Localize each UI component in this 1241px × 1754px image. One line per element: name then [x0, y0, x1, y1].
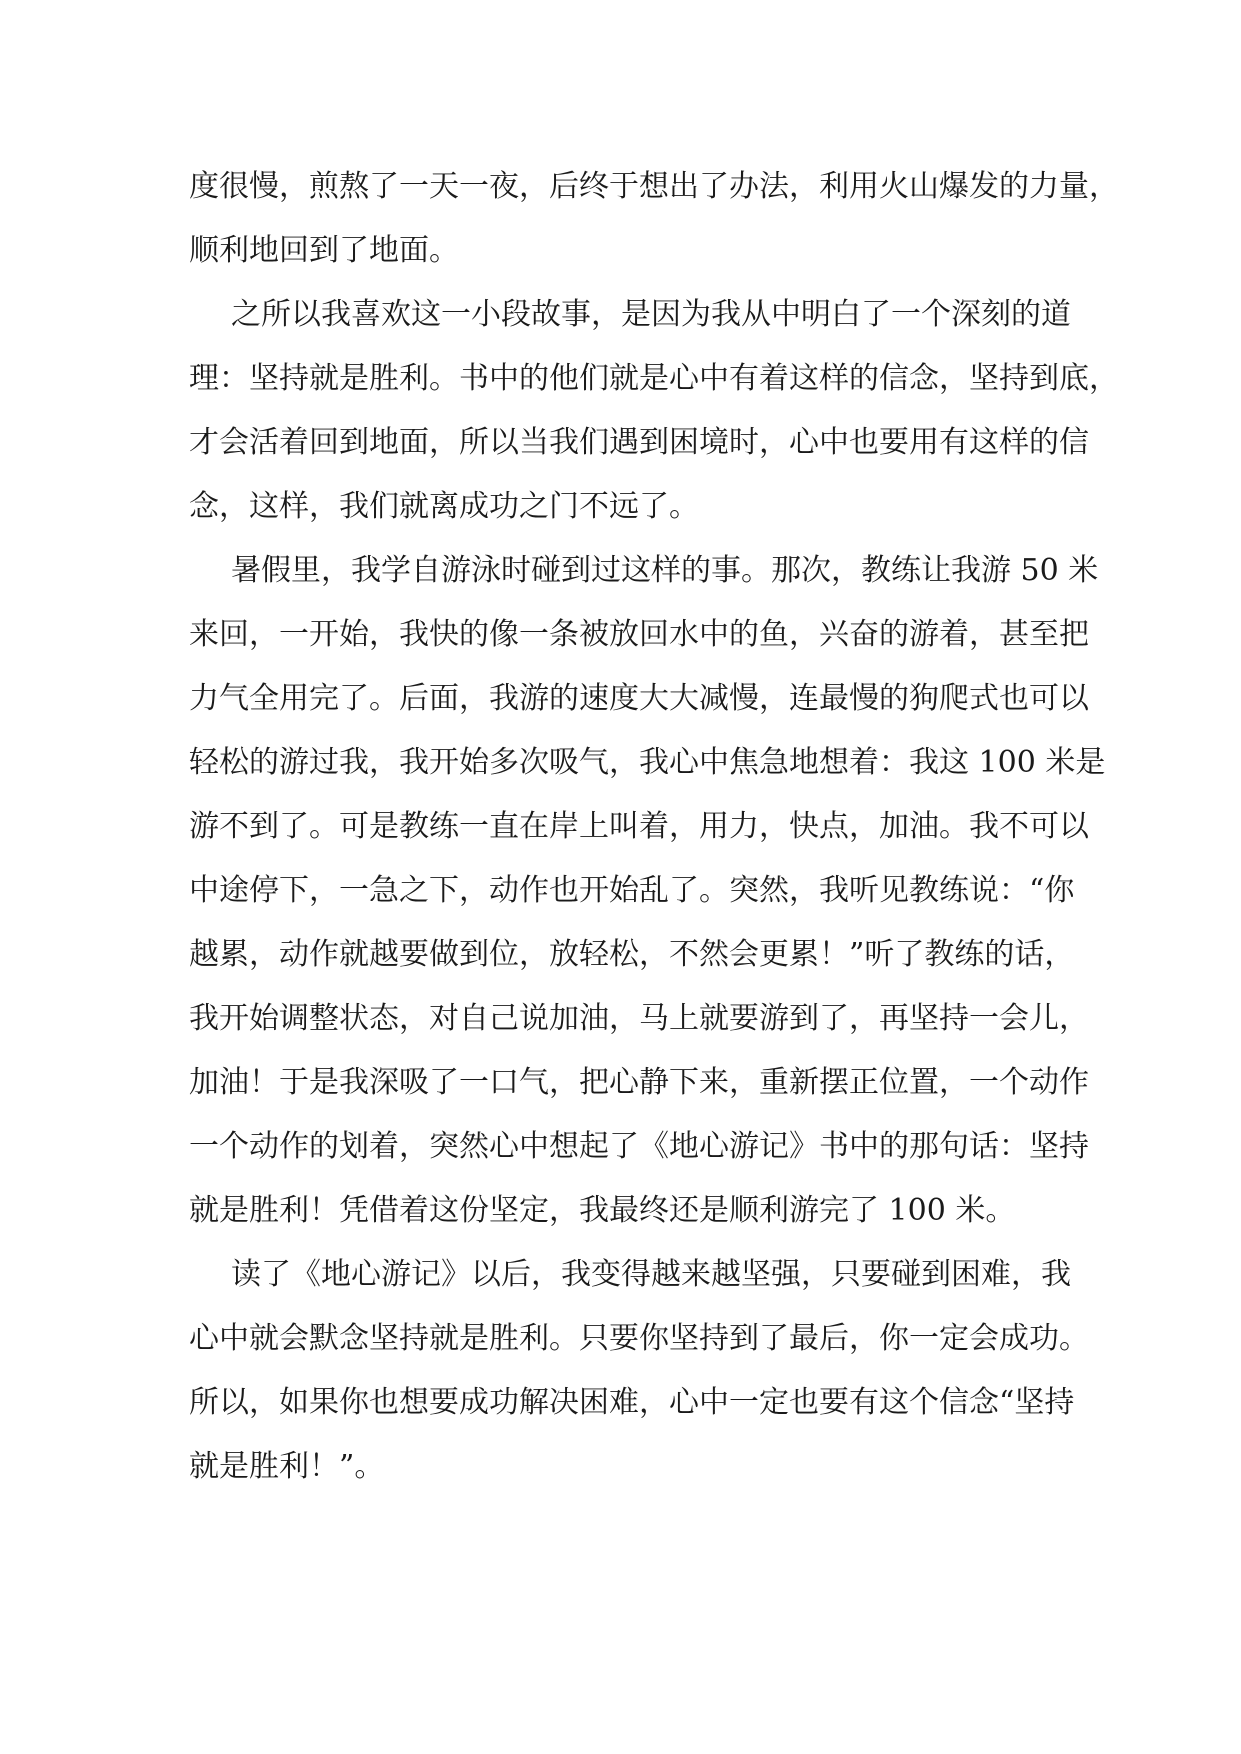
essay-body — [189, 155, 1119, 1499]
paragraph-4 — [189, 1243, 1089, 1499]
text-line: 才会活着回到地面，所以当我们遇到困境时，心中也要用有这样的信 — [189, 425, 1089, 460]
text-line: 中途停下，一急之下，动作也开始乱了。突然，我听见教练说：“你 — [189, 873, 1075, 908]
text-line: 之所以我喜欢这一小段故事，是因为我从中明白了一个深刻的道 — [231, 297, 1071, 332]
text-line: 念，这样，我们就离成功之门不远了。 — [189, 489, 699, 524]
text-line: 来回，一开始，我快的像一条被放回水中的鱼，兴奋的游着，甚至把 — [189, 617, 1089, 652]
paragraph-3 — [189, 539, 1106, 1243]
text-line: 一个动作的划着，突然心中想起了《地心游记》书中的那句话：坚持 — [189, 1129, 1089, 1164]
text-line: 度很慢，煎熬了一天一夜，后终于想出了办法，利用火山爆发的力量， — [189, 169, 1119, 204]
text-line: 心中就会默念坚持就是胜利。只要你坚持到了最后，你一定会成功。 — [189, 1321, 1089, 1356]
text-line: 顺利地回到了地面。 — [189, 233, 459, 268]
text-line: 所以，如果你也想要成功解决困难，心中一定也要有这个信念“坚持 — [189, 1385, 1075, 1420]
text-line: 我开始调整状态，对自己说加油，马上就要游到了，再坚持一会儿， — [189, 1001, 1089, 1036]
text-line: 就是胜利！”。 — [189, 1449, 385, 1484]
paragraph-2 — [189, 283, 1119, 539]
text-line: 理：坚持就是胜利。书中的他们就是心中有着这样的信念，坚持到底， — [189, 361, 1119, 396]
text-line: 暑假里，我学自游泳时碰到过这样的事。那次，教练让我游 50 米 — [231, 553, 1099, 588]
text-line: 力气全用完了。后面，我游的速度大大减慢，连最慢的狗爬式也可以 — [189, 681, 1089, 716]
paragraph-1 — [189, 155, 1119, 283]
text-line: 读了《地心游记》以后，我变得越来越坚强，只要碰到困难，我 — [231, 1257, 1071, 1292]
text-line: 轻松的游过我，我开始多次吸气，我心中焦急地想着：我这 100 米是 — [189, 745, 1106, 780]
text-line: 加油！于是我深吸了一口气，把心静下来，重新摆正位置，一个动作 — [189, 1065, 1089, 1100]
text-line: 就是胜利！凭借着这份坚定，我最终还是顺利游完了 100 米。 — [189, 1193, 1016, 1228]
text-line: 游不到了。可是教练一直在岸上叫着，用力，快点，加油。我不可以 — [189, 809, 1089, 844]
text-line: 越累，动作就越要做到位，放轻松，不然会更累！”听了教练的话， — [189, 937, 1075, 972]
